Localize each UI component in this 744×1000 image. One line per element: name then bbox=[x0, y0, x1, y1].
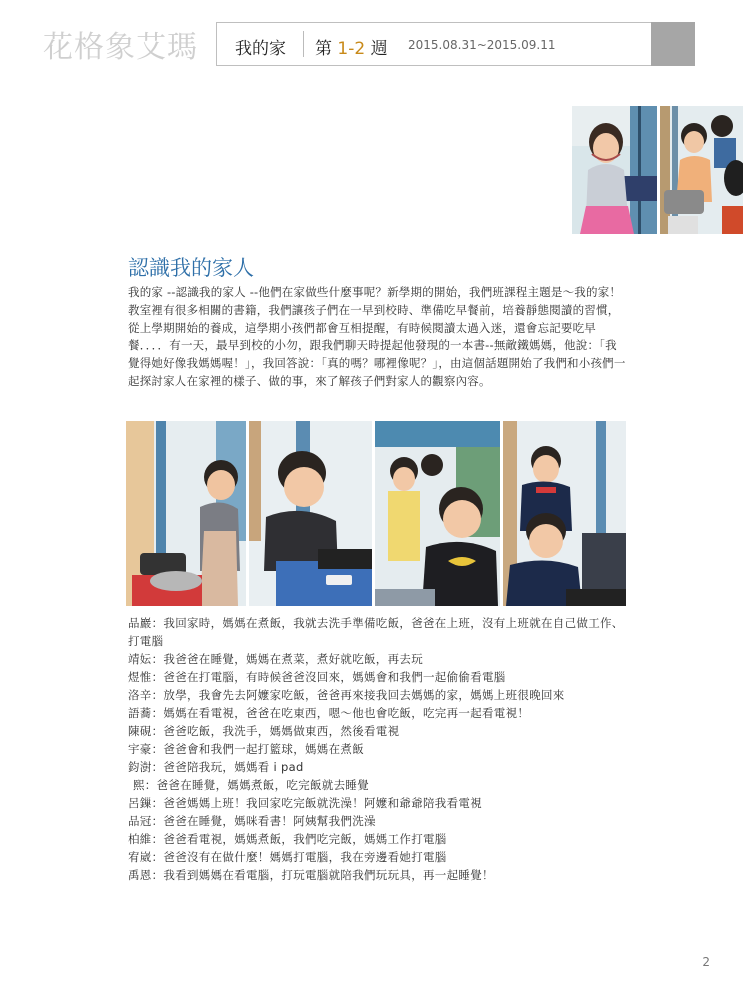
quote-item: 宥崴：爸爸沒有在做什麼！媽媽打電腦，我在旁邊看她打電腦 bbox=[128, 850, 447, 864]
quote-item: 陳硯：爸爸吃飯，我洗手，媽媽做東西，然後看電視 bbox=[128, 724, 400, 738]
quote-item: 宇豪：爸爸會和我們一起打籃球，媽媽在煮飯 bbox=[128, 742, 364, 756]
header-color-block bbox=[651, 22, 695, 66]
quote-item: 洛辛：放學，我會先去阿嬤家吃飯，爸爸再來接我回去媽媽的家，媽媽上班很晚回來 bbox=[128, 688, 565, 702]
photo-boy-laptop bbox=[249, 421, 372, 606]
quote-item: 鈞澍：爸爸陪我玩，媽媽看 i pad bbox=[128, 760, 304, 774]
week-number: 1-2 bbox=[337, 39, 366, 59]
quote-item: 禹恩：我看到媽媽在看電腦，打玩電腦就陪我們玩玩具，再一起睡覺！ bbox=[128, 868, 494, 882]
week-suffix: 週 bbox=[370, 39, 388, 59]
quote-item: 熙：爸爸在睡覺，媽媽煮飯，吃完飯就去睡覺 bbox=[133, 778, 369, 792]
quote-item: 呂鏁：爸爸媽媽上班！我回家吃完飯就洗澡！阿嬤和爺爺陪我看電視 bbox=[128, 796, 482, 810]
header-bar bbox=[216, 22, 695, 66]
date-range: 2015.08.31~2015.09.11 bbox=[408, 38, 556, 52]
section-title: 認識我的家人 bbox=[128, 256, 254, 280]
quote-item: 語蕎：媽媽在看電視，爸爸在吃東西，嗯～他也會吃飯，吃完再一起看電視！ bbox=[128, 706, 530, 720]
photo-children-batman bbox=[375, 421, 500, 606]
week-label bbox=[315, 34, 388, 59]
quote-item: 品冠：爸爸在睡覺，媽咪看書！阿姨幫我們洗澡 bbox=[128, 814, 376, 828]
quote-item: 靖妘：我爸爸在睡覺，媽媽在煮菜，煮好就吃飯，再去玩 bbox=[128, 652, 423, 666]
photo-two-boys bbox=[503, 421, 626, 606]
children-quotes bbox=[128, 614, 633, 884]
photo-boys-cooking bbox=[660, 106, 743, 234]
quote-item: 柏維：爸爸看電視，媽媽煮飯，我們吃完飯，媽媽工作打電腦 bbox=[128, 832, 447, 846]
intro-paragraph: 我的家 --認識我的家人 --他們在家做些什麼事呢？新學期的開始，我們班課程主題是～我的家！教室裡有很多相關的書籍，我們讓孩子們在一早到校時、準備吃早餐前，培養靜態閱讀的習慣，從上學期開始的養成，這學期小孩們都會互相提醒，有時候閱讀太過入迷，還會忘記要吃早餐．．．．有一天，最早到校的小勿，跟我們聊天時提起他發現的一本書--無敵鐵媽媽，他說：「我覺得她好像我媽媽喔！」，我回答說：「真的嗎？哪裡像呢？」，由這個話題開始了我們和小孩們一起探討家人在家裡的樣子、做的事，來了解孩子們對家人的觀察內容。 bbox=[128, 285, 626, 388]
photo-boy-cooking bbox=[126, 421, 246, 606]
photo-girl-smiling bbox=[572, 106, 657, 234]
photo-strip bbox=[126, 421, 626, 606]
week-prefix: 第 bbox=[315, 39, 332, 59]
quote-item: 品巖：我回家時，媽媽在煮飯，我就去洗手準備吃飯，爸爸在上班，沒有上班就在自己做工作、打電腦 bbox=[128, 616, 624, 648]
header-divider bbox=[303, 31, 304, 57]
quote-item: 煜惟：爸爸在打電腦，有時候爸爸沒回來，媽媽會和我們一起偷偷看電腦 bbox=[128, 670, 506, 684]
brand-title: 花格象艾瑪 bbox=[43, 30, 198, 65]
top-photo-collage bbox=[572, 106, 743, 234]
page-number: 2 bbox=[702, 955, 710, 969]
unit-title: 我的家 bbox=[235, 39, 286, 59]
